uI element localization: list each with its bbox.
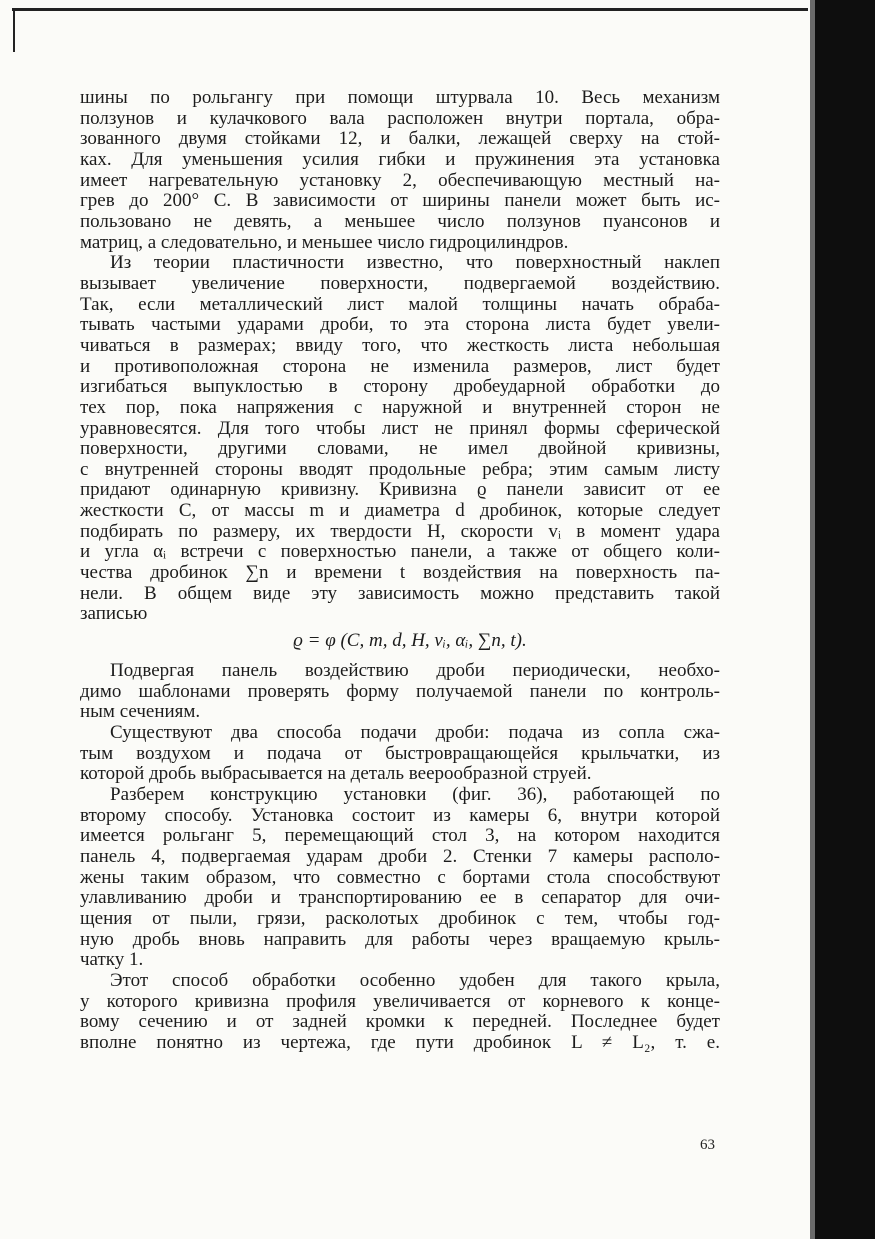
text-line: вызывает увеличение поверхности, подвергаемой воздействию.: [80, 272, 720, 294]
text-line: жесткости C, от массы m и диаметра d дробинок, которые следует: [80, 500, 720, 522]
text-line: тех пор, пока напряжения с наружной и внутренней сторон не: [80, 396, 720, 418]
text-line: Так, если металлический лист малой толщины начать обраба-: [80, 293, 720, 315]
text-line: уравновесятся. Для того чтобы лист не принял формы сферической: [80, 417, 720, 439]
text-lines-before-formula: [80, 88, 720, 625]
text-line: имеет нагревательную установку 2, обеспечивающую местный на-: [80, 169, 720, 191]
body-text: [80, 88, 720, 1054]
text-line: Этот способ обработки особенно удобен для такого крыла,: [110, 969, 720, 991]
text-line: имеется рольганг 5, перемещающий стол 3, на котором находится: [80, 825, 720, 847]
text-line: Из теории пластичности известно, что поверхностный наклеп: [110, 252, 720, 274]
text-line: димо шаблонами проверять форму получаемой панели по контроль-: [80, 680, 720, 702]
text-line: Разберем конструкцию установки (фиг. 36), работающей по: [110, 784, 720, 805]
text-line: записью: [80, 603, 148, 625]
formula: ϱ = φ (C, m, d, H, vᵢ, αᵢ, ∑n, t).: [293, 630, 527, 652]
text-line: чиваться в размерах; ввиду того, что жесткость листа небольшая: [80, 334, 720, 356]
text-line: Существуют два способа подачи дроби: подача из сопла сжа-: [110, 722, 720, 744]
text-line: жены таким образом, что совместно с бортами стола способствуют: [80, 866, 720, 888]
text-line: тым воздухом и подача от быстровращающейся крыльчатки, из: [80, 742, 720, 764]
left-border-mark: [13, 8, 15, 52]
text-line: ным сечениям.: [80, 701, 201, 723]
text-line: чества дробинок ∑n и времени t воздействия на поверхность па-: [80, 562, 720, 584]
text-line: ползунов и кулачкового вала расположен внутри портала, обра-: [80, 107, 720, 129]
text-line: и противоположная сторона не изменила размеров, лист будет: [80, 355, 720, 377]
text-line: и угла αᵢ встречи с поверхностью панели, а также от общего коли-: [80, 541, 720, 563]
text-line: Подвергая панель воздействию дроби периодически, необхо-: [110, 660, 720, 682]
text-line: ную дробь вновь направить для работы через вращаемую крыль-: [80, 928, 720, 950]
text-line: поверхности, другими словами, не имел двойной кривизны,: [80, 438, 720, 460]
text-line: ках. Для уменьшения усилия гибки и пружинения эта установка: [80, 148, 720, 170]
text-line: щения от пыли, грязи, расколотых дробинок с тем, чтобы год-: [80, 907, 720, 929]
text-line: пользовано не девять, а меньшее число ползунов пуансонов и: [80, 210, 720, 232]
text-line: с внутренней стороны вводят продольные ребра; этим самым листу: [80, 458, 720, 480]
text-line: изгибаться выпуклостью в сторону дробеударной обработки до: [80, 376, 720, 398]
text-line: нели. В общем виде эту зависимость можно представить такой: [80, 582, 720, 604]
text-line: у которого кривизна профиля увеличивается от корневого к конце-: [80, 990, 720, 1012]
text-line: грев до 200° С. В зависимости от ширины панели может быть ис-: [80, 190, 720, 212]
text-line: панель 4, подвергаемая ударам дроби 2. Стенки 7 камеры располо-: [80, 845, 720, 867]
text-line: тывать частыми ударами дроби, то эта сторона листа будет увели-: [80, 314, 720, 336]
text-line: чатку 1.: [80, 949, 144, 971]
text-line: матриц, а следовательно, и меньшее число гидроцилиндров.: [80, 231, 569, 253]
text-line: шины по рольгангу при помощи штурвала 10. Весь механизм: [80, 87, 720, 108]
top-border-line: [12, 8, 808, 11]
text-lines-after-formula: [80, 661, 720, 1053]
text-line: зованного двумя стойками 12, и балки, лежащей сверху на стой-: [80, 128, 720, 150]
text-line: придают одинарную кривизну. Кривизна ϱ панели зависит от ее: [80, 479, 720, 501]
text-line: которой дробь выбрасывается на деталь веерообразной струей.: [80, 763, 592, 785]
text-line: вполне понятно из чертежа, где пути дробинок L ≠ L₂, т. е.: [80, 1031, 720, 1053]
scan-edge-shadow: [810, 0, 875, 1239]
text-line: улавливанию дроби и транспортированию ее в сепаратор для очи-: [80, 887, 720, 909]
text-line: второму способу. Установка состоит из камеры 6, внутри которой: [80, 804, 720, 826]
text-line: подбирать по размеру, их твердости H, скорости vᵢ в момент удара: [80, 520, 720, 542]
page-number: 63: [700, 1137, 715, 1153]
text-line: вому сечению и от задней кромки к передней. Последнее будет: [80, 1011, 720, 1033]
